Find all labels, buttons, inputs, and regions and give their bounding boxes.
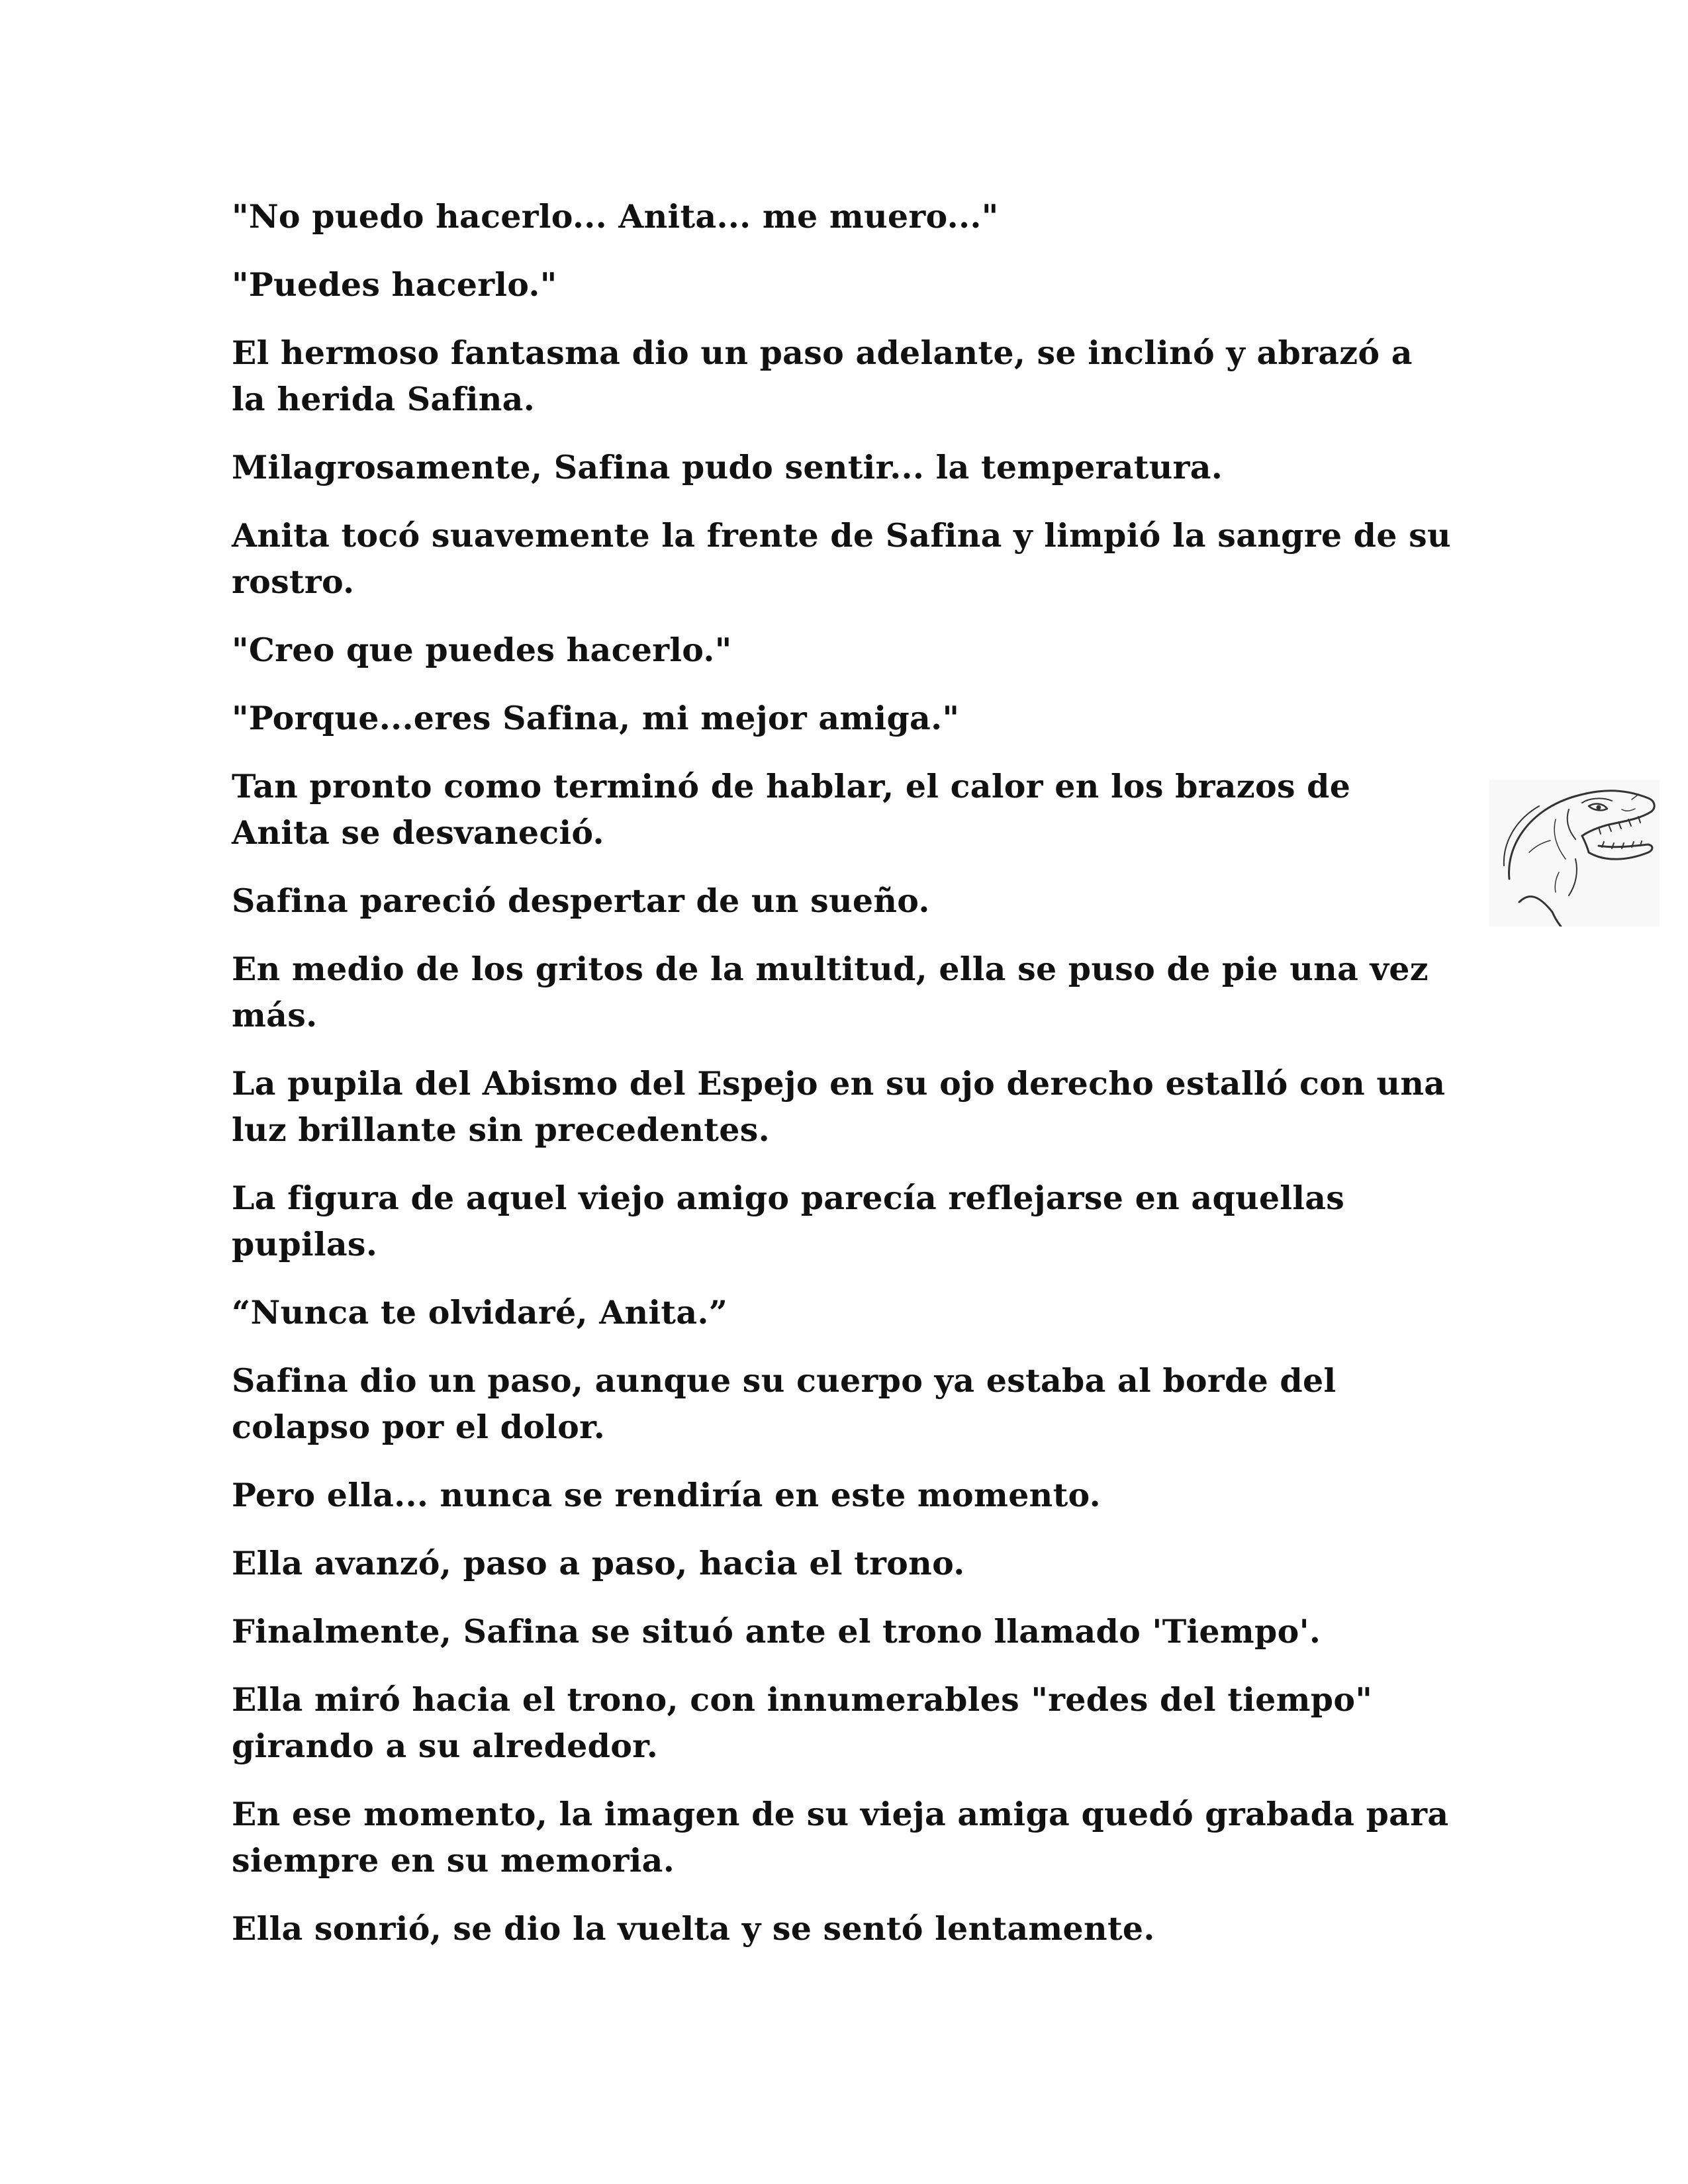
- paragraph-10: En medio de los gritos de la multitud, ella se puso de pie una vez más.: [232, 950, 1429, 1034]
- paragraph-19: En ese momento, la imagen de su vieja amiga quedó grabada para siempre en su memoria.: [232, 1795, 1449, 1880]
- paragraph-4: Milagrosamente, Safina pudo sentir... la temperatura.: [232, 448, 1223, 486]
- story-text: [232, 193, 1456, 1974]
- dinosaur-head-sketch-icon: [1489, 780, 1660, 927]
- paragraph-18: Ella miró hacia el trono, con innumerables "redes del tiempo" girando a su alrededor.: [232, 1680, 1373, 1765]
- paragraph-20: Ella sonrió, se dio la vuelta y se sentó lentamente.: [232, 1909, 1155, 1948]
- paragraph-3: El hermoso fantasma dio un paso adelante, se inclinó y abrazó a la herida Safina.: [232, 334, 1413, 418]
- paragraph-2: "Puedes hacerlo.": [232, 265, 557, 304]
- paragraph-7: "Porque...eres Safina, mi mejor amiga.": [232, 699, 960, 737]
- paragraph-5: Anita tocó suavemente la frente de Safina y limpió la sangre de su rostro.: [232, 516, 1451, 601]
- paragraph-15: Pero ella... nunca se rendiría en este momento.: [232, 1476, 1102, 1514]
- paragraph-14: Safina dio un paso, aunque su cuerpo ya estaba al borde del colapso por el dolor.: [232, 1361, 1336, 1446]
- paragraph-9: Safina pareció despertar de un sueño.: [232, 882, 930, 920]
- paragraph-12: La figura de aquel viejo amigo parecía reflejarse en aquellas pupilas.: [232, 1179, 1345, 1263]
- paragraph-1: "No puedo hacerlo... Anita... me muero...": [232, 197, 999, 236]
- paragraph-13: “Nunca te olvidaré, Anita.”: [232, 1293, 728, 1332]
- paragraph-11: La pupila del Abismo del Espejo en su ojo derecho estalló con una luz brillante sin precedentes.: [232, 1064, 1446, 1149]
- paragraph-17: Finalmente, Safina se situó ante el trono llamado 'Tiempo'.: [232, 1612, 1321, 1651]
- paragraph-16: Ella avanzó, paso a paso, hacia el trono.: [232, 1544, 965, 1582]
- paragraph-6: "Creo que puedes hacerlo.": [232, 631, 732, 669]
- paragraph-8: Tan pronto como terminó de hablar, el calor en los brazos de Anita se desvaneció.: [232, 767, 1351, 852]
